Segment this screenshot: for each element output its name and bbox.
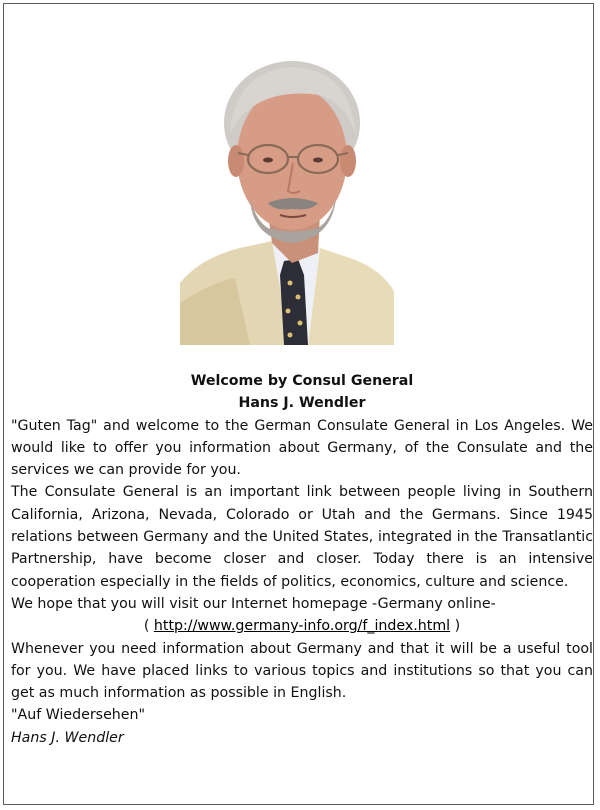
homepage-link-line bbox=[11, 615, 593, 637]
paragraph-homepage: We hope that you will visit our Internet homepage -Germany online- bbox=[11, 595, 496, 612]
farewell: "Auf Wiedersehen" bbox=[11, 707, 146, 724]
link-open-paren: ( bbox=[143, 618, 154, 635]
portrait-photo bbox=[180, 53, 394, 345]
link-close-paren: ) bbox=[450, 618, 461, 635]
heading-line-2: Hans J. Wendler bbox=[238, 395, 366, 412]
signature: Hans J. Wendler bbox=[11, 729, 124, 746]
heading-line-1: Welcome by Consul General bbox=[190, 373, 414, 389]
paragraph-consulate: The Consulate General is an important link between people living in Southern California, Arizona, Nevada, Colorado or Utah and the Germans. Since 1945 relations between Germany and the United States, integrated in the Transatlantic Partnership, have become closer and closer. Today there is an intensive cooperation especially in the fields of politics, economics, culture and science. bbox=[11, 484, 593, 590]
paragraph-information: Whenever you need information about Germany and that it will be a useful tool for you. We have placed links to various topics and institutions so that you can get as much information as possible in English. bbox=[11, 640, 593, 702]
homepage-link[interactable]: http://www.germany-info.org/f_index.html bbox=[153, 618, 451, 635]
paragraph-welcome: "Guten Tag" and welcome to the German Consulate General in Los Angeles. We would like to offer you information about Germany, of the Consulate and the services we can provide for you. bbox=[11, 417, 593, 479]
welcome-letter bbox=[11, 370, 593, 749]
